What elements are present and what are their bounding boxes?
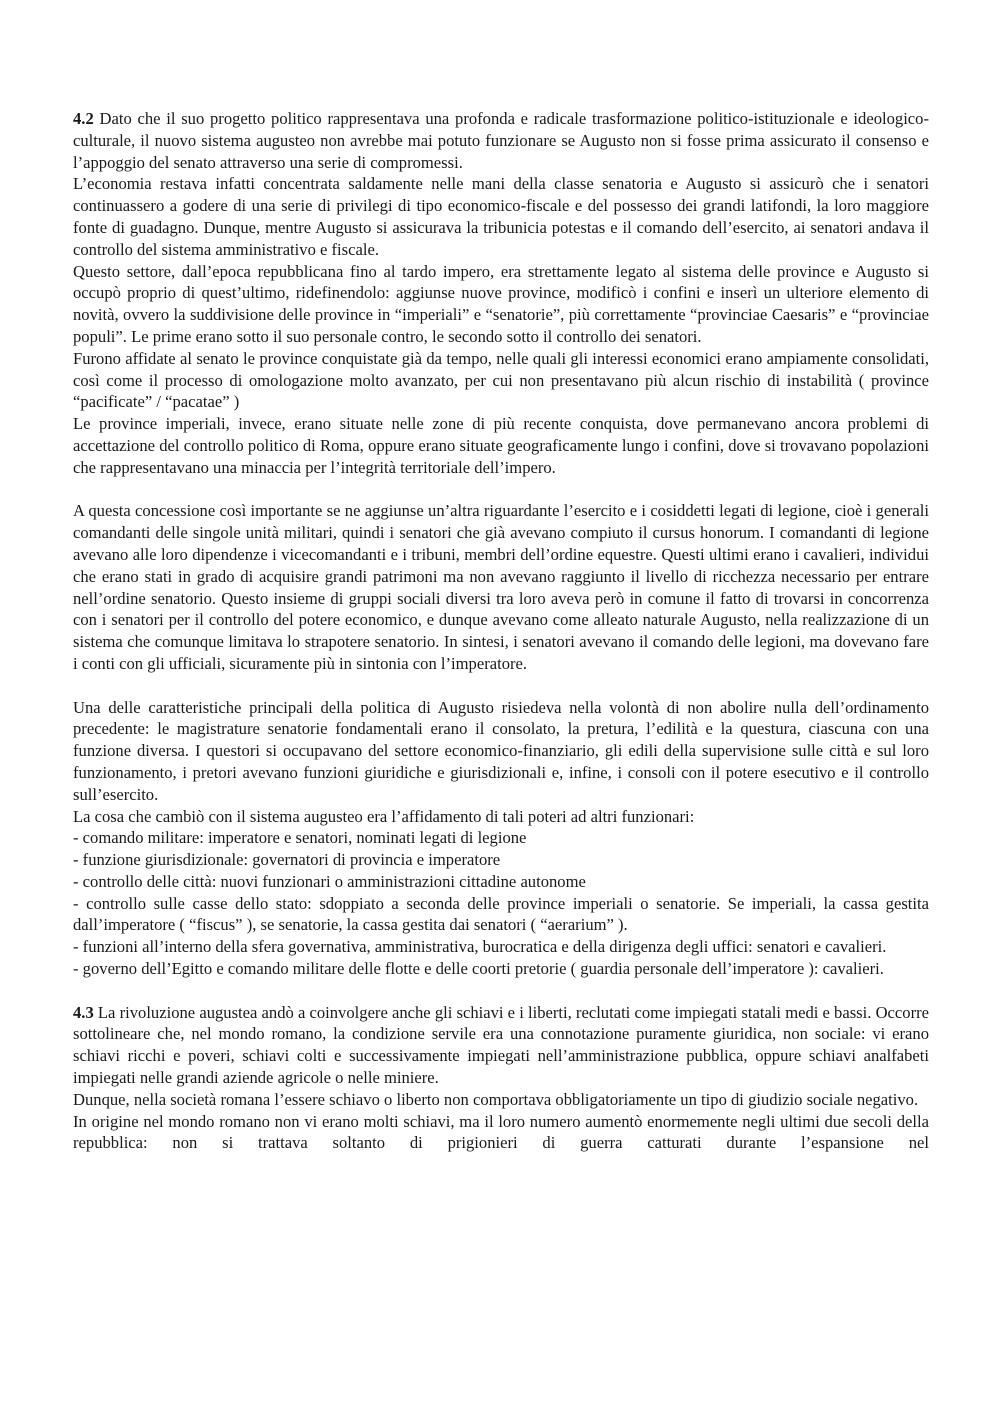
paragraph-magistrature: Una delle caratteristiche principali della politica di Augusto risiedeva nella volontà di non abolire nulla dell’ordinamento precedente: le magistrature senatorie fondamentali erano il consolato, la pretura, l’edilità e la questura, ciascuna con una funzione diversa. I questori si occupavano del settore economico-finanziario, gli edili della supervisione sulle città e sul loro funzionamento, i pretori avevano funzioni giuridiche e giurisdizionali e, infine, i consoli con il potere esecutivo e il controllo sull’esercito. <box>73 697 929 804</box>
paragraph: L’economia restava infatti concentrata saldamente nelle mani della classe senatoria e Augusto si assicurò che i senatori continuassero a godere di una serie di privilegi di tipo economico-fiscale e del possesso dei grandi latifondi, la loro maggiore fonte di guadagno. Dunque, mentre Augusto si assicurava la tribunicia potestas e il comando dell’esercito, ai senatori andava il controllo del sistema amministrativo e fiscale. <box>73 174 929 259</box>
list-item: - controllo delle città: nuovi funzionari o amministrazioni cittadine autonome <box>73 871 586 891</box>
section-number: 4.2 <box>73 109 94 128</box>
section-4-2-intro <box>73 108 929 173</box>
functions-list <box>73 806 929 980</box>
section-number: 4.3 <box>73 1002 94 1022</box>
section-4-3-intro <box>73 1002 929 1089</box>
paragraph-text: Dato che il suo progetto politico rappresentava una profonda e radicale trasformazione politico-istituzionale e ideologico-culturale, il nuovo sistema augusteo non avrebbe mai potuto funzionare se Augusto non si fosse prima assicurato il consenso e l’appoggio del senato attraverso una serie di compromessi. <box>73 109 929 172</box>
paragraph-legati: A questa concessione così importante se ne aggiunse un’altra riguardante l’esercito e i cosiddetti legati di legione, cioè i generali comandanti delle singole unità militari, quindi i senatori che già avevano compiuto il cursus honorum. I comandanti di legione avevano alle loro dipendenze i vicecomandanti e i tribuni, membri dell’ordine equestre. Questi ultimi erano i cavalieri, individui che erano stati in grado di acquisire grandi patrimoni ma non avevano raggiunto il livello di ricchezza necessario per entrare nell’ordine senatorio. Questo insieme di gruppi sociali diversi tra loro aveva però in comune il fatto di trovarsi in concorrenza con i senatori per il controllo del potere economico, e dunque avevano come alleato naturale Augusto, nella realizzazione di un sistema che comunque limitava lo strapotere senatorio. In sintesi, i senatori avevano il comando delle legioni, ma dovevano fare i conti con gli ufficiali, sicuramente più in sintonia con l’imperatore. <box>73 501 929 673</box>
list-item: - funzioni all’interno della sfera governativa, amministrativa, burocratica e della dirigenza degli uffici: senatori e cavalieri. <box>73 937 887 957</box>
document-page <box>73 108 929 1154</box>
list-item: - funzione giurisdizionale: governatori di provincia e imperatore <box>73 850 501 870</box>
list-item: - governo dell’Egitto e comando militare delle flotte e delle coorti pretorie ( guardia personale dell’imperatore ): cavalieri. <box>73 959 884 979</box>
paragraph: Furono affidate al senato le province conquistate già da tempo, nelle quali gli interessi economici erano ampiamente consolidati, così come il processo di omologazione molto avanzato, per cui non presentavano più alcun rischio di instabilità ( province “pacificate” / “pacatae” ) <box>73 348 929 412</box>
paragraph-gap <box>73 675 929 697</box>
paragraph: Le province imperiali, invece, erano situate nelle zone di più recente conquista, dove permanevano ancora problemi di accettazione del controllo politico di Roma, oppure erano situate geograficamente lungo i confini, dove si trovavano popolazioni che rappresentavano una minaccia per l’integrità territoriale dell’impero. <box>73 414 929 477</box>
paragraph-text: La rivoluzione augustea andò a coinvolgere anche gli schiavi e i liberti, reclutati come impiegati statali medi e bassi. Occorre sottolineare che, nel mondo romano, la condizione servile era una connotazione puramente giuridica, non sociale: vi erano schiavi ricchi e poveri, schiavi colti e successivamente impiegati nell’amministrazione pubblica, oppure schiavi analfabeti impiegati nelle grandi aziende agricole o nelle miniere. <box>73 1002 929 1088</box>
paragraph: Dunque, nella società romana l’essere schiavo o liberto non comportava obbligatoriamente un tipo di giudizio sociale negativo. <box>73 1089 919 1109</box>
paragraph-gap <box>73 980 929 1002</box>
paragraph: Questo settore, dall’epoca repubblicana fino al tardo impero, era strettamente legato al sistema delle province e Augusto si occupò proprio di quest’ultimo, ridefinendolo: aggiunse nuove province, modificò i confini e inserì un ulteriore elemento di novità, ovvero la suddivisione delle province in “imperiali” e “senatorie”, più correttamente “provinciae Caesaris” e “provinciae populi”. Le prime erano sotto il suo personale contro, le secondo sotto il controllo dei senatori. <box>73 261 929 346</box>
list-intro: La cosa che cambiò con il sistema augusteo era l’affidamento di tali poteri ad altri funzionari: <box>73 806 695 826</box>
paragraph: In origine nel mondo romano non vi erano molti schiavi, ma il loro numero aumentò enormemente negli ultimi due secoli della repubblica: non si trattava soltanto di prigionieri di guerra catturati durante l’espansione nel <box>73 1111 929 1153</box>
paragraph-gap <box>73 479 929 501</box>
list-item: - comando militare: imperatore e senatori, nominati legati di legione <box>73 828 527 848</box>
list-item: - controllo sulle casse dello stato: sdoppiato a seconda delle province imperiali o senatorie. Se imperiali, la cassa gestita dall’imperatore ( “fiscus” ), se senatorie, la cassa gestita dai senatori ( “aerarium” ). <box>73 893 929 935</box>
